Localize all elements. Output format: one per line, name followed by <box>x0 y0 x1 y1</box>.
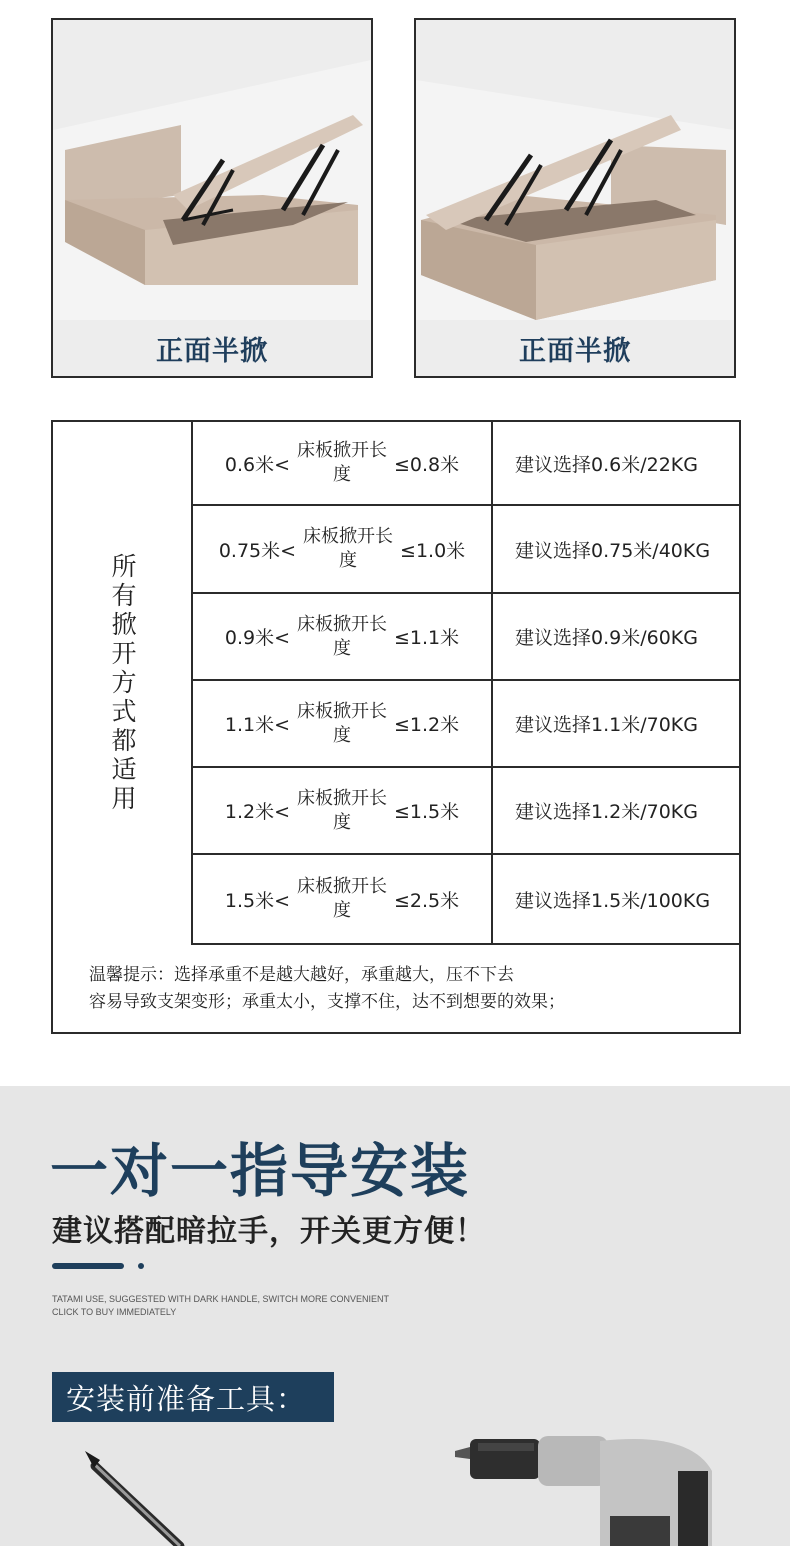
range-max: ≤2.5米 <box>394 889 460 912</box>
range-min: 1.5米< <box>224 889 290 912</box>
install-subtitle: 建议搭配暗拉手，开关更方便！ <box>52 1214 486 1249</box>
range-label: 床板掀开长度 <box>297 876 387 921</box>
bed-illustration-right <box>416 20 734 320</box>
bed-illustration-left <box>53 20 371 320</box>
divider-dot <box>138 1263 144 1269</box>
range-label: 床板掀开长度 <box>297 440 387 485</box>
suggestion-cell: 建议选择0.9米/60KG <box>515 627 698 649</box>
electric-drill-icon <box>450 1431 730 1546</box>
range-min: 1.1米< <box>224 714 290 736</box>
warm-tip <box>89 962 565 1016</box>
english-caption <box>52 1293 389 1319</box>
english-line: CLICK TO BUY IMMEDIATELY <box>52 1307 177 1317</box>
spec-table <box>51 420 741 1034</box>
range-label: 床板掀开长度 <box>297 700 387 746</box>
tip-line: 容易导致支架变形；承重太小，支撑不住，达不到想要的效果； <box>89 992 565 1012</box>
length-range-cell <box>193 681 493 766</box>
photo-caption: 正面半掀 <box>156 336 268 367</box>
install-section <box>0 1086 790 1546</box>
range-label: 床板掀开长度 <box>297 787 387 833</box>
range-max: ≤1.2米 <box>394 714 460 736</box>
table-row <box>193 681 741 768</box>
length-range-cell <box>193 594 493 679</box>
length-range-cell <box>193 855 493 943</box>
suggestion-cell: 建议选择1.5米/100KG <box>515 889 711 912</box>
range-max: ≤1.1米 <box>394 627 460 649</box>
range-max: ≤1.0米 <box>400 539 466 562</box>
range-max: ≤0.8米 <box>394 453 460 476</box>
range-min: 0.9米< <box>224 627 290 649</box>
tip-line: 温馨提示：选择承重不是越大越好，承重越大，压不下去 <box>89 965 514 985</box>
side-label-cell <box>53 422 193 945</box>
range-label: 床板掀开长度 <box>297 613 387 659</box>
table-row <box>193 594 741 681</box>
range-min: 1.2米< <box>224 801 290 823</box>
length-range-cell <box>193 422 493 504</box>
english-line: TATAMI USE, SUGGESTED WITH DARK HANDLE, SWITCH MORE CONVENIENT <box>52 1294 390 1304</box>
table-row <box>193 768 741 855</box>
side-label: 所有掀开方式都适用 <box>108 553 137 814</box>
product-photo-right <box>414 18 736 378</box>
suggestion-cell: 建议选择1.1米/70KG <box>515 714 698 736</box>
tools-label: 安装前准备工具： <box>52 1372 334 1422</box>
photo-caption: 正面半掀 <box>519 336 631 367</box>
length-range-cell <box>193 768 493 853</box>
length-range-cell <box>193 506 493 592</box>
table-row <box>193 422 741 506</box>
screwdriver-icon <box>80 1446 200 1546</box>
product-photo-left <box>51 18 373 378</box>
suggestion-cell: 建议选择0.6米/22KG <box>515 453 698 476</box>
suggestion-cell: 建议选择0.75米/40KG <box>515 539 711 562</box>
divider-dash <box>52 1263 124 1269</box>
install-title: 一对一指导安装 <box>50 1137 471 1205</box>
range-max: ≤1.5米 <box>394 801 460 823</box>
range-min: 0.75米< <box>218 539 297 562</box>
suggestion-cell: 建议选择1.2米/70KG <box>515 801 698 823</box>
range-min: 0.6米< <box>224 453 290 476</box>
table-row <box>193 855 741 945</box>
table-row <box>193 506 741 594</box>
range-label: 床板掀开长度 <box>303 526 394 571</box>
